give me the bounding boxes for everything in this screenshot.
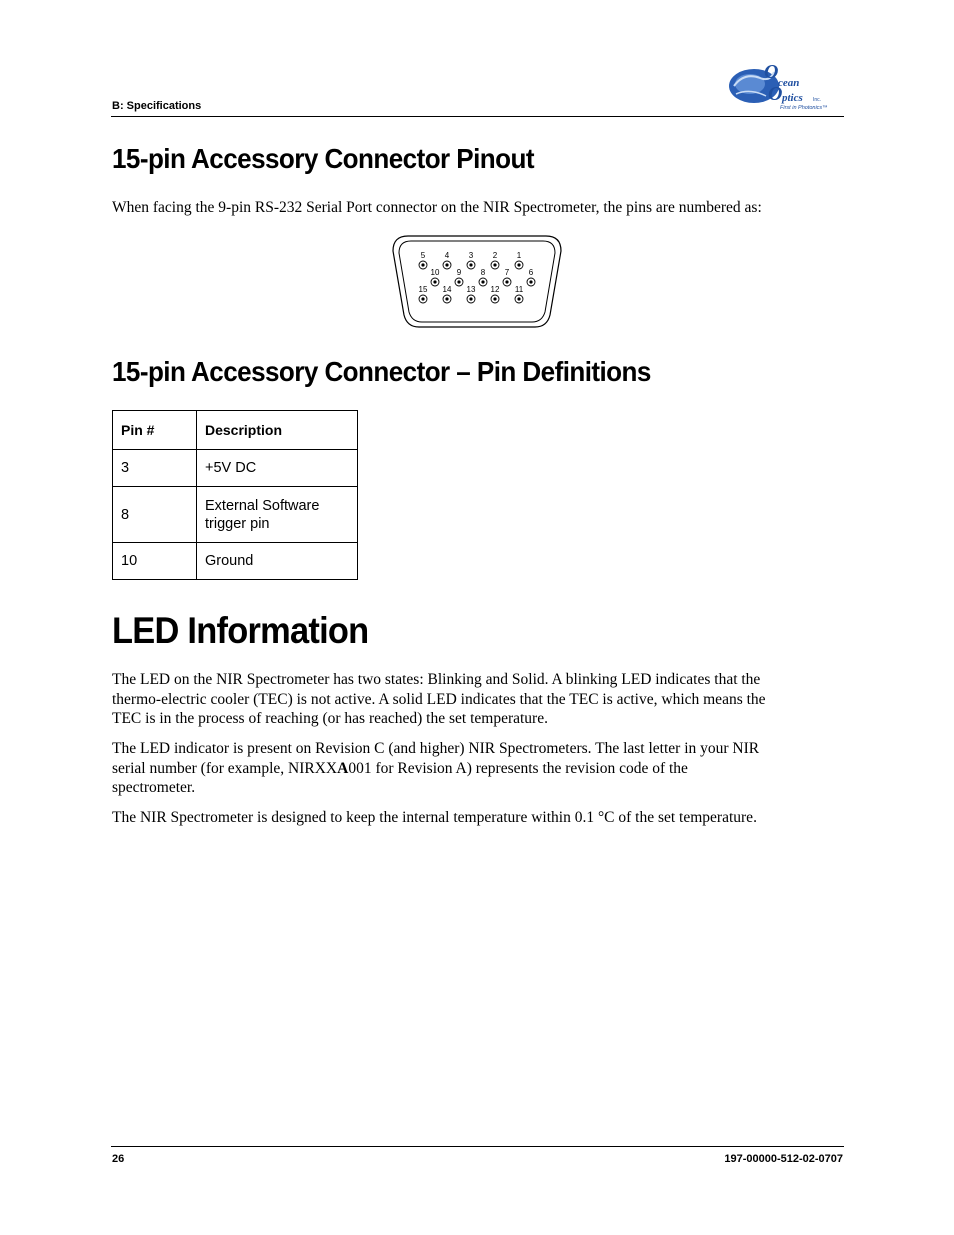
pin-contact [433,280,436,283]
pin-cell: 3 [113,450,197,487]
description-line: trigger pin [205,515,270,532]
pin-label: 13 [466,285,476,294]
pin-contact [517,263,520,266]
svg-text:O: O [768,83,783,105]
pin-cell: 10 [113,543,197,580]
column-header-pin: Pin # [113,411,197,450]
serial-text-pre: serial number (for example, NIRXX [112,759,338,777]
pin-contact [469,263,472,266]
description-cell: +5V DC [197,450,358,487]
running-header-section: B: Specifications [112,100,202,112]
pin-label: 11 [514,285,524,294]
pin-contact [529,280,532,283]
paragraph-line: The LED indicator is present on Revision C (and higher) NIR Spectrometers. The last letter in your NIR [112,740,760,757]
pin-label: 14 [442,285,452,294]
pinout-heading: 15-pin Accessory Connector Pinout [112,143,534,174]
pin-label: 5 [420,251,426,260]
paragraph-line: thermo-electric cooler (TEC) is not active. A solid LED indicates that the TEC is active, which means the [112,690,766,708]
pin-contact [517,297,520,300]
description-cell: Ground [197,543,358,580]
serial-revision-letter: A [337,759,349,777]
table-row [113,450,358,487]
pin-contact [421,263,424,266]
paragraph-line: spectrometer. [112,779,196,797]
pin-label: 7 [504,268,510,277]
pin-contact [493,297,496,300]
pin-label: 1 [516,251,522,260]
pin-label: 12 [490,285,500,294]
pin-definitions-heading: 15-pin Accessory Connector – Pin Definitions [112,356,651,387]
description-cell [197,487,358,543]
connector-diagram [390,233,564,330]
pin-label: 2 [492,251,498,260]
pin-contact [469,297,472,300]
table-row [113,487,358,543]
pin-label: 6 [528,268,534,277]
pin-cell: 8 [113,487,197,543]
pin-definitions-table [112,410,358,580]
serial-text-post: 001 for Revision A) represents the revision code of the [348,759,688,777]
description-line: External Software [205,497,320,514]
paragraph-line [112,759,844,779]
pinout-intro: When facing the 9-pin RS-232 Serial Port connector on the NIR Spectrometer, the pins are numbered as: [112,199,762,216]
pin-label: 15 [418,285,428,294]
pin-label: 9 [456,268,462,277]
pin-contact [421,297,424,300]
led-heading: LED Information [112,610,369,651]
pin-label: 4 [444,251,450,260]
logo-inc: Inc. [813,97,822,103]
table-header-row [113,411,358,450]
logo-tagline: First in Photonics™ [780,105,828,111]
paragraph-line: TEC is in the process of reaching (or has reached) the set temperature. [112,710,548,728]
led-paragraph-states [112,670,844,729]
pin-contact [493,263,496,266]
header-rule [111,116,844,117]
pin-label: 3 [468,251,474,260]
table-row [113,543,358,580]
pin-contact [505,280,508,283]
column-header-description: Description [197,411,358,450]
led-paragraph-temperature: The NIR Spectrometer is designed to keep the internal temperature within 0.1 °C of the set temperature. [112,809,757,826]
pin-contact [445,263,448,266]
logo-word-optics: ptics [782,92,803,104]
pin-label: 8 [480,268,486,277]
footer-rule [111,1146,844,1147]
pin-contact [481,280,484,283]
page-number: 26 [112,1153,125,1165]
ocean-optics-logo [724,64,844,114]
paragraph-line: The LED on the NIR Spectrometer has two states: Blinking and Solid. A blinking LED indicates that the [112,671,761,688]
pin-contact [445,297,448,300]
pin-label: 10 [430,268,440,277]
document-number: 197-00000-512-02-0707 [724,1153,843,1165]
svg-text:O: O [764,64,779,83]
logo-word-ocean: cean [778,77,800,89]
pin-contact [457,280,460,283]
led-paragraph-revision [112,739,844,798]
